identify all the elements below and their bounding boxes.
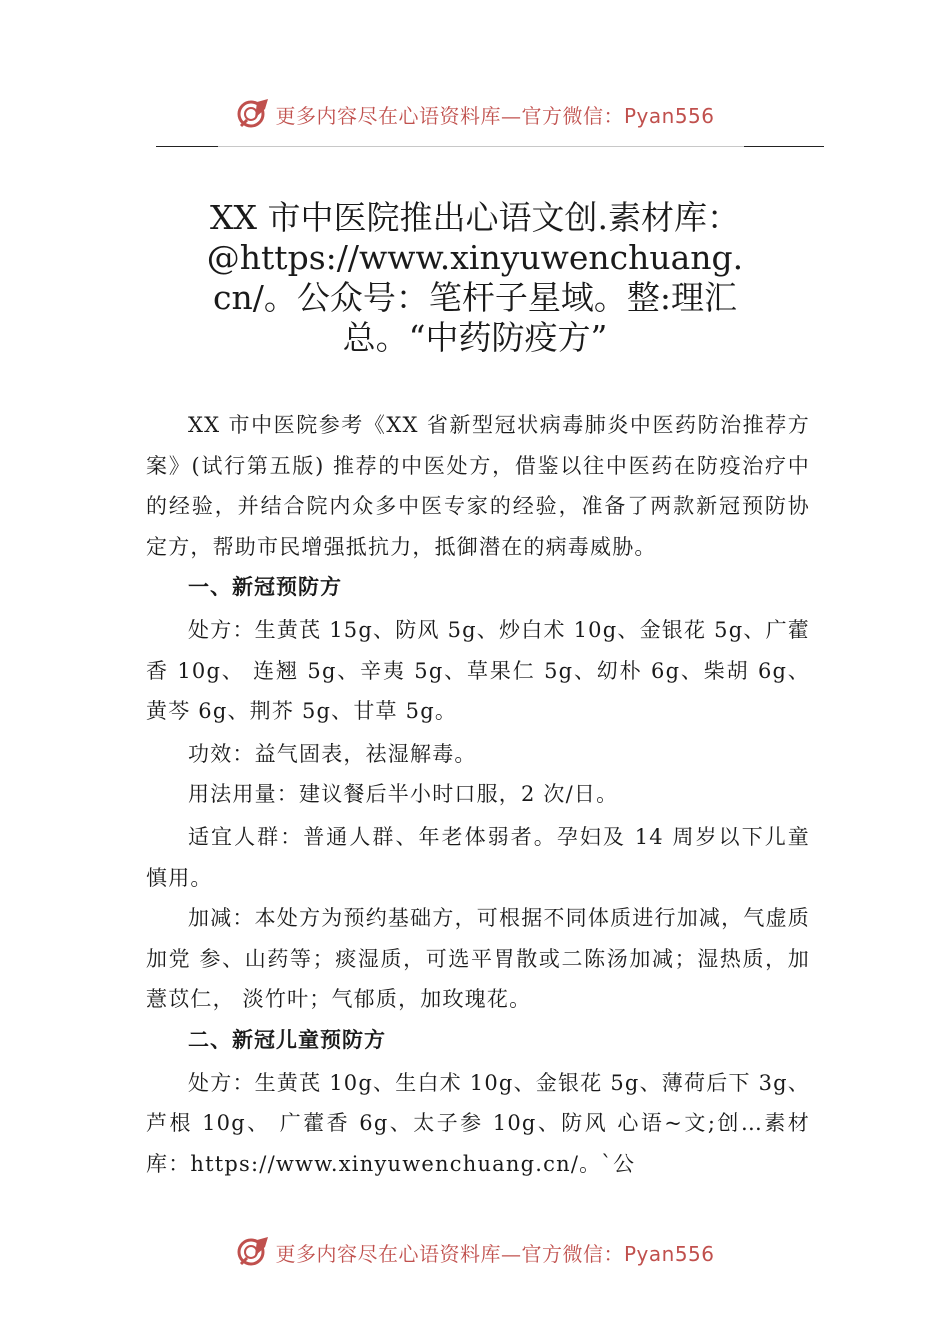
header-rule-right [744, 146, 824, 147]
header-rule-left [156, 146, 218, 147]
header-rule-middle [218, 146, 744, 147]
header-banner [0, 92, 950, 136]
document-title: XX 市中医院推出心语文创.素材库：@https://www.xinyuwenchuang.cn/。公众号：笔杆子星域。整:理汇总。“中药防疫方” [206, 198, 744, 357]
footer-wechat-handle: Pyan556 [623, 1241, 715, 1266]
document-body [146, 405, 810, 1184]
adult-modifications: 加减：本处方为预约基础方，可根据不同体质进行加减，气虚质加党 参、山药等；痰湿质，可选平胃散或二陈汤加减；湿热质，加薏苡仁， 淡竹叶；气郁质，加玫瑰花。 [146, 906, 810, 1012]
section-heading-children: 二、新冠儿童预防方 [188, 1027, 386, 1052]
children-prescription: 处方：生黄芪 10g、生白术 10g、金银花 5g、薄荷后下 3g、芦根 10g、 广藿香 6g、太子参 10g、防风 心语~文;创…素材库：https://www.xinyuwenchuang.cn/。`公 [146, 1070, 810, 1176]
header-wechat-handle: Pyan556 [623, 103, 715, 128]
adult-prescription: 处方：生黄芪 15g、防风 5g、炒白术 10g、金银花 5g、广藿香 10g、 连翘 5g、辛夷 5g、草果仁 5g、㓜朴 6g、柴胡 6g、黄芩 6g、荆芥 5g、甘草 5g。 [146, 617, 810, 724]
section-heading-adult: 一、新冠预防方 [188, 575, 342, 600]
header-banner-text: 更多内容尽在心语资料库—官方微信：Pyan556 [275, 103, 715, 128]
pen-seal-icon [235, 96, 271, 132]
footer-banner [0, 1230, 950, 1274]
adult-suitable-groups: 适宜人群：普通人群、年老体弱者。孕妇及 14 周岁以下儿童慎用。 [146, 824, 810, 890]
adult-efficacy: 功效：益气固表，祛湿解毒。 [188, 741, 477, 766]
pen-seal-icon [235, 1234, 271, 1270]
intro-paragraph: XX 市中医院参考《XX 省新型冠状病毒肺炎中医药防治推荐方案》(试行第五版) 推荐的中医处方，借鉴以往中医药在防疫治疗中的经验，并结合院内众多中医专家的经验，准备了两款新冠预防协定方，帮助市民增强抵抗力，抵御潜在的病毒威胁。 [146, 413, 810, 559]
adult-dosage: 用法用量：建议餐后半小时口服，2 次/日。 [188, 782, 619, 807]
footer-banner-text: 更多内容尽在心语资料库—官方微信：Pyan556 [275, 1241, 715, 1266]
